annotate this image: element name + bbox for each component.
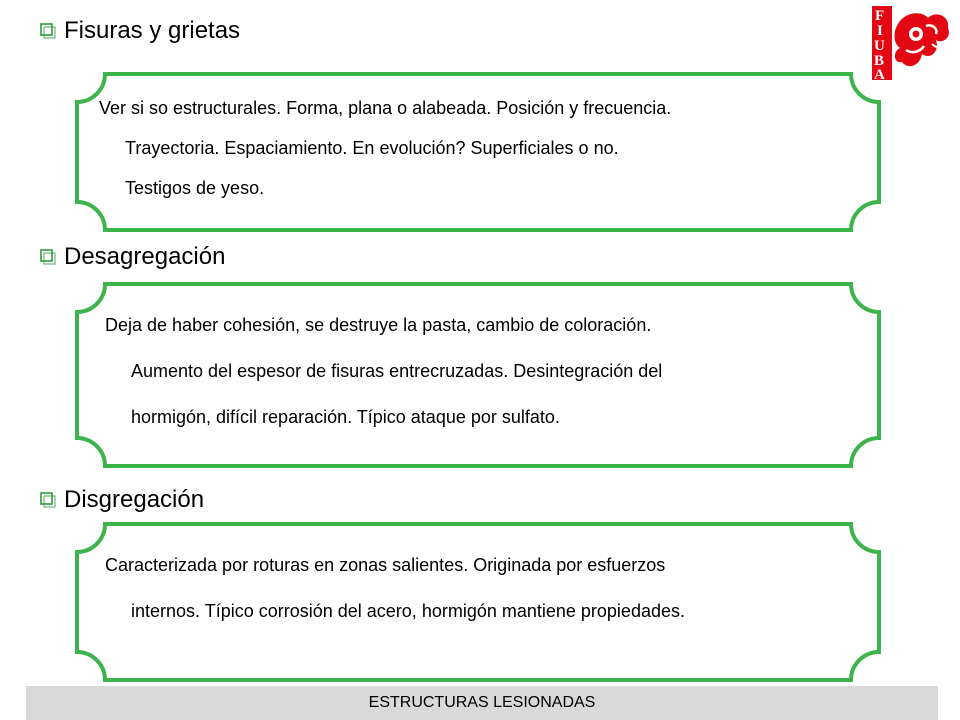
svg-text:A: A: [874, 67, 885, 82]
section-text-line: Trayectoria. Espaciamiento. En evolución? Superficiales o no.: [125, 138, 619, 158]
footer-title: ESTRUCTURAS LESIONADAS: [368, 694, 596, 711]
svg-text:B: B: [874, 53, 885, 69]
section-heading-fisuras: [40, 17, 240, 45]
section-text-line: Ver si so estructurales. Forma, plana o alabeada. Posición y frecuencia.: [99, 98, 672, 118]
section-text-line: Deja de haber cohesión, se destruye la pasta, cambio de coloración.: [105, 315, 652, 335]
checkbox-bullet-icon: [40, 492, 56, 508]
section-text-line: Caracterizada por roturas en zonas salientes. Originada por esfuerzos: [105, 555, 666, 575]
section-panel-disgregacion: [75, 522, 881, 682]
checkbox-bullet-icon: [40, 249, 56, 265]
section-heading-desagregacion: [40, 243, 225, 271]
checkbox-bullet-icon: [40, 23, 56, 39]
section-title: Fisuras y grietas: [64, 17, 241, 44]
svg-text:I: I: [877, 23, 883, 39]
section-heading-disgregacion: [40, 486, 204, 514]
section-text-line: Testigos de yeso.: [125, 178, 265, 198]
section-text-line: Aumento del espesor de fisuras entrecruzadas. Desintegración del: [131, 361, 663, 381]
section-text-line: hormigón, difícil reparación. Típico ataque por sulfato.: [131, 407, 560, 427]
footer-bar: [26, 686, 938, 720]
svg-text:U: U: [874, 38, 885, 54]
section-title: Desagregación: [64, 243, 226, 270]
section-title: Disgregación: [64, 486, 205, 513]
fiuba-logo: [870, 4, 954, 87]
section-text-line: internos. Típico corrosión del acero, hormigón mantiene propiedades.: [131, 601, 685, 621]
svg-text:F: F: [875, 8, 885, 24]
section-panel-fisuras: [75, 72, 881, 232]
section-panel-desagregacion: [75, 282, 881, 468]
